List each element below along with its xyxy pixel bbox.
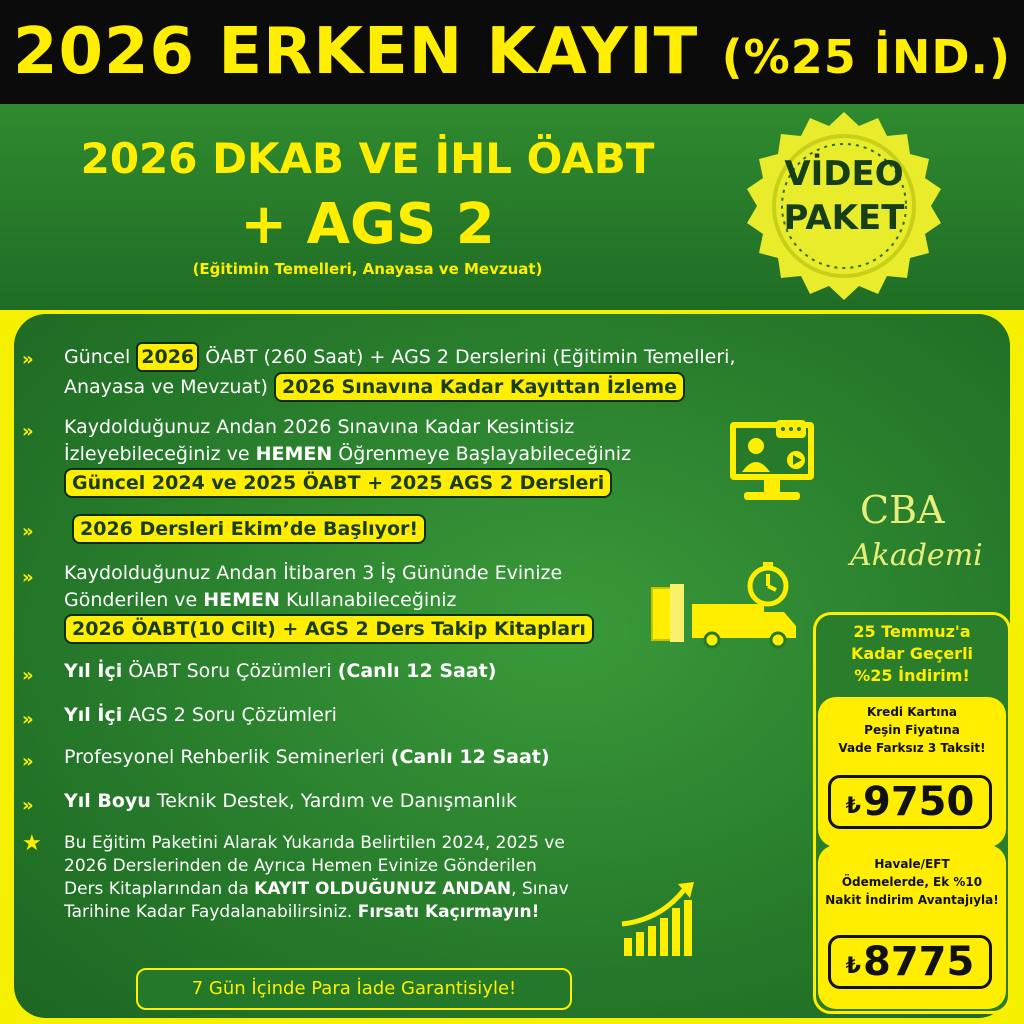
video-package-badge	[738, 110, 950, 306]
chevron-double-right-icon: »	[22, 567, 28, 588]
chevron-double-right-icon: »	[22, 751, 28, 772]
banner-title	[13, 15, 1011, 89]
card-price: ₺9750	[828, 775, 992, 829]
banner-discount: (%25 İND.)	[721, 30, 1012, 84]
lira-icon: ₺	[845, 954, 861, 979]
cba-akademi-logo: CBA Akademi	[850, 488, 983, 573]
highlight-label: 2026 Sınavına Kadar Kayıttan İzleme	[274, 372, 685, 402]
video-lesson-icon	[726, 416, 824, 506]
eft-price: ₺8775	[828, 935, 992, 989]
chevron-double-right-icon: »	[22, 349, 28, 370]
price-panel	[813, 612, 1011, 1014]
chevron-double-right-icon: »	[22, 521, 28, 542]
header-section	[0, 104, 1024, 310]
card-price-box: Kredi Kartına Peşin Fiyatına Vade Farksız 3 Taksit! ₺9750	[818, 697, 1006, 847]
badge-line-2: PAKET	[783, 198, 905, 238]
eft-price-box: Havale/EFT Ödemelerde, Ek %10 Nakit İndirim Avantajıyla! ₺8775	[818, 845, 1006, 1009]
header-title: 2026 DKAB VE İHL ÖABT	[80, 134, 655, 183]
lira-icon: ₺	[845, 794, 861, 819]
highlight-year: 2026	[136, 342, 199, 372]
chevron-double-right-icon: »	[22, 421, 28, 442]
highlight-label: 2026 Dersleri Ekim’de Başlıyor!	[72, 514, 426, 544]
badge-text	[738, 152, 950, 240]
banner-main-text: 2026 ERKEN KAYIT	[12, 15, 699, 89]
header-subtitle: + AGS 2	[240, 192, 495, 257]
badge-line-1: VİDEO	[784, 154, 904, 194]
highlight-label: 2026 ÖABT(10 Cilt) + AGS 2 Ders Takip Kitapları	[64, 614, 594, 644]
fast-delivery-icon	[650, 562, 800, 650]
money-back-guarantee: 7 Gün İçinde Para İade Garantisiyle!	[136, 968, 572, 1010]
highlight-label: Güncel 2024 ve 2025 ÖABT + 2025 AGS 2 Dersleri	[64, 468, 612, 498]
growth-chart-icon	[620, 880, 700, 962]
validity-note: 25 Temmuz'a Kadar Geçerli %25 İndirim!	[850, 622, 974, 685]
header-note: (Eğitimin Temelleri, Anayasa ve Mevzuat)	[192, 260, 543, 278]
top-banner	[0, 0, 1024, 104]
chevron-double-right-icon: »	[22, 795, 28, 816]
chevron-double-right-icon: »	[22, 665, 28, 686]
star-icon: ★	[22, 831, 42, 856]
chevron-double-right-icon: »	[22, 709, 28, 730]
